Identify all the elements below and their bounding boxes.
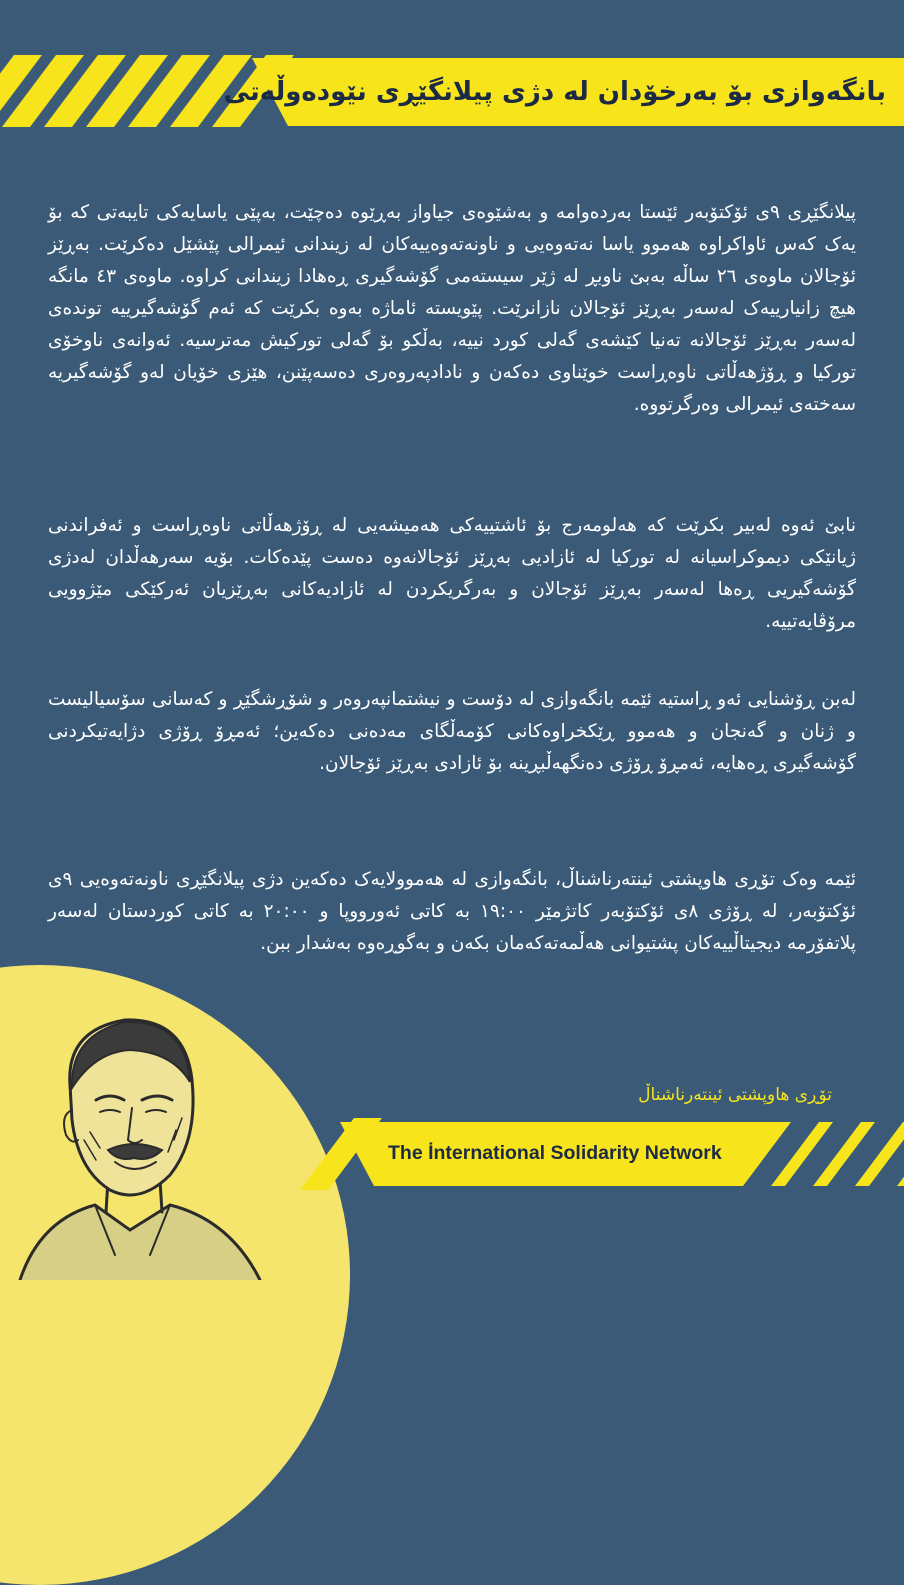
page-title: بانگەوازی بۆ بەرخۆدان لە دژی پیلانگێڕی نێودەوڵەتی bbox=[223, 77, 886, 107]
paragraph-1: پیلانگێڕی ٩ی ئۆکتۆبەر ئێستا بەردەوامە و بەشێوەی جیاواز بەڕێوە دەچێت، بەپێی یاسایەکی تایبەتی کە بۆ یەک کەس ئاواکراوە هەموو یاسا نەتەوەیی و ناونەتەوەییەکان لە زیندانی ئیمرالی پێشێل دەکرێت. بەڕێز ئۆجالان ماوەی ٢٦ ساڵە بەبێ ناوبڕ لە ژێر سیستەمی گۆشەگیری ڕەهادا زیندانی کراوە. ماوەی ٤٣ مانگە هیچ زانیارییەک لەسەر بەڕێز ئۆجالان نازانرێت. پێویستە ئاماژە بەوە بکرێت کە ئەم گۆشەگیرییە توندەی لەسەر بەڕێز ئۆجالانە تەنیا کێشەی گەلی کورد نییە، بەڵکو بۆ گەلی تورکیش مەترسیە. ئەوانەی ناوخۆی تورکیا و ڕۆژهەڵاتی ناوەڕاست خوێناوی دەکەن و نادادپەروەری دەسەپێنن، هێزی خۆیان لەو گۆشەگیریە سەختەی ئیمرالی وەرگرتووە. bbox=[48, 201, 856, 415]
portrait-illustration bbox=[0, 990, 340, 1280]
paragraph-4: ئێمە وەک تۆڕی هاوپشتی ئینتەرناشناڵ، بانگەوازی لە هەموولایەک دەکەین دژی پیلانگێڕی ناونەتەوەیی ٩ی ئۆکتۆبەر، لە ڕۆژی ٨ی ئۆکتۆبەر کاتژمێر ١٩:٠٠ بە کاتی ئەورووپا و ٢٠:٠٠ بە کاتی کوردستان لەسەر پلاتفۆرمە دیجیتاڵییەکان پشتیوانی هەڵمەتەکەمان بکەن و بەگوڕەوە بەشدار ببن. bbox=[48, 868, 857, 954]
paragraph-2: نابێ ئەوە لەبیر بکرێت کە هەلومەرج بۆ ئاشتییەکی هەمیشەیی لە ڕۆژهەڵاتی ناوەڕاست و ئەفراندنی ژیانێکی دیموکراسیانە لە تورکیا لە ئازادیی بەڕێز ئۆجالانەوە دەست پێدەکات. بۆیە سەرهەڵدان لەدژی گۆشەگیریی ڕەها لەسەر بەڕێز ئۆجالان و بەرگریکردن لە ئازادیەکانی بەڕێزیان ئەرکێکی مێژوویی مرۆڤایەتییە. bbox=[48, 514, 856, 632]
paragraph-3: لەبن ڕۆشنایی ئەو ڕاستیە ئێمە بانگەوازی لە دۆست و نیشتمانپەروەر و شۆڕشگێڕ و کەسانی سۆسیالیست و ژنان و گەنجان و هەموو ڕێکخراوەکانی کۆمەڵگای مەدەنی دەکەین؛ ئەمڕۆ ڕۆژی دژایەتیکردنی گۆشەگیری ڕەهایە، ئەمڕۆ ڕۆژی دەنگهەڵبڕینە بۆ ئازادی بەڕێز ئۆجالان. bbox=[48, 688, 856, 774]
network-name-english: The İnternational Solidarity Network bbox=[388, 1142, 722, 1164]
network-name-kurdish: تۆڕی هاوپشتی ئینتەرناشناڵ bbox=[638, 1085, 832, 1105]
